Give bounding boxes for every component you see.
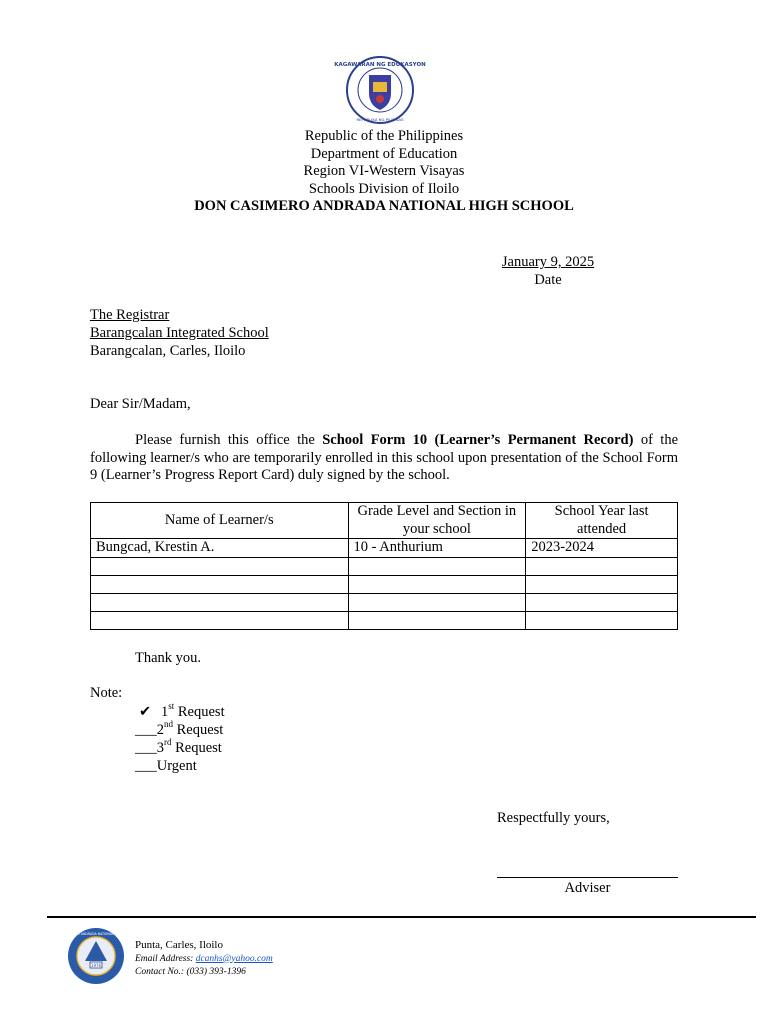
- letterhead: [0, 128, 768, 216]
- table-row: [91, 575, 678, 593]
- body-paragraph: [90, 432, 678, 485]
- footer-email-link[interactable]: dcanhs@yahoo.com: [195, 953, 273, 964]
- table-cell: [91, 593, 349, 611]
- table-cell: [526, 557, 678, 575]
- table-cell: Bungcad, Krestin A.: [91, 539, 349, 558]
- table-cell: [526, 593, 678, 611]
- school-name: DON CASIMERO ANDRADA NATIONAL HIGH SCHOOL: [194, 198, 574, 214]
- header-line-4: Schools Division of Iloilo: [308, 180, 460, 197]
- closing-text: Respectfully yours,: [497, 810, 610, 826]
- request-1: ✔ 1st Request: [135, 703, 225, 721]
- school-logo: [54, 927, 138, 985]
- body-form-name: School Form 10 (Learner’s Permanent Record): [322, 432, 634, 448]
- request-3: ___3rd Request: [135, 737, 222, 756]
- footer-address: Punta, Carles, Iloilo: [135, 939, 223, 951]
- header-line-1: Republic of the Philippines: [304, 128, 464, 144]
- body-rest: of the following learner/s who are temporarily enrolled in this school upon presentation of the School Form 9 (Learner’s Progress Report Card) duly signed by the school.: [90, 432, 678, 483]
- footer-divider: [47, 916, 756, 918]
- school-logo-year: 1976: [90, 963, 102, 968]
- date-block: [478, 253, 618, 289]
- table-cell: 10 - Anthurium: [348, 539, 526, 558]
- seal-text-bottom: REPUBLIKA NG PILIPINAS: [356, 117, 404, 122]
- table-header-year: School Year last attended: [526, 503, 678, 539]
- footer-phone: Contact No.: (033) 393-1396: [135, 967, 246, 977]
- thank-you: Thank you.: [135, 650, 202, 666]
- blank-line: ___: [135, 722, 157, 738]
- table-row: [91, 539, 678, 558]
- table-cell: [348, 557, 526, 575]
- table-cell: [348, 593, 526, 611]
- learners-table: [90, 502, 678, 630]
- table-cell: [526, 575, 678, 593]
- recipient-address: Barangcalan, Carles, Iloilo: [90, 343, 246, 359]
- seal-text-top: KAGAWARAN NG EDUKASYON: [334, 62, 426, 68]
- table-cell: 2023-2024: [526, 539, 678, 558]
- request-urgent: ___Urgent: [135, 758, 197, 774]
- table-header-grade: Grade Level and Section in your school: [348, 503, 526, 539]
- header-line-3: Region VI-Western Visayas: [303, 163, 465, 179]
- table-cell: [348, 611, 526, 629]
- table-cell: [91, 611, 349, 629]
- note-label: Note:: [90, 685, 123, 701]
- header-line-2: Department of Education: [310, 145, 458, 162]
- table-row: [91, 611, 678, 629]
- deped-seal-logo: [334, 55, 426, 125]
- table-header-name: Name of Learner/s: [91, 503, 349, 539]
- table-cell: [526, 611, 678, 629]
- table-cell: [91, 575, 349, 593]
- request-list: [135, 703, 225, 775]
- blank-line: ___: [135, 740, 157, 756]
- table-cell: [91, 557, 349, 575]
- footer-email-label: Email Address:: [135, 953, 196, 964]
- date-value: January 9, 2025: [501, 254, 595, 270]
- body-intro: Please furnish this office the: [135, 432, 323, 448]
- salutation: Dear Sir/Madam,: [90, 396, 191, 412]
- date-label: Date: [534, 272, 562, 288]
- check-icon: ✔: [139, 704, 152, 720]
- recipient-title: The Registrar: [90, 307, 170, 323]
- signature-line: [497, 877, 678, 878]
- footer-contact: [135, 939, 273, 979]
- recipient-block: [90, 306, 269, 360]
- request-2: ___2nd Request: [135, 719, 224, 738]
- school-logo-text: DON CASIMERO ANDRADA NATIONAL HIGH SCHOOL: [54, 932, 138, 936]
- signatory: Adviser: [564, 880, 611, 896]
- blank-line: ___: [135, 758, 157, 774]
- table-header-row: [91, 503, 678, 539]
- table-row: [91, 593, 678, 611]
- recipient-school: Barangcalan Integrated School: [90, 325, 269, 341]
- table-cell: [348, 575, 526, 593]
- table-row: [91, 557, 678, 575]
